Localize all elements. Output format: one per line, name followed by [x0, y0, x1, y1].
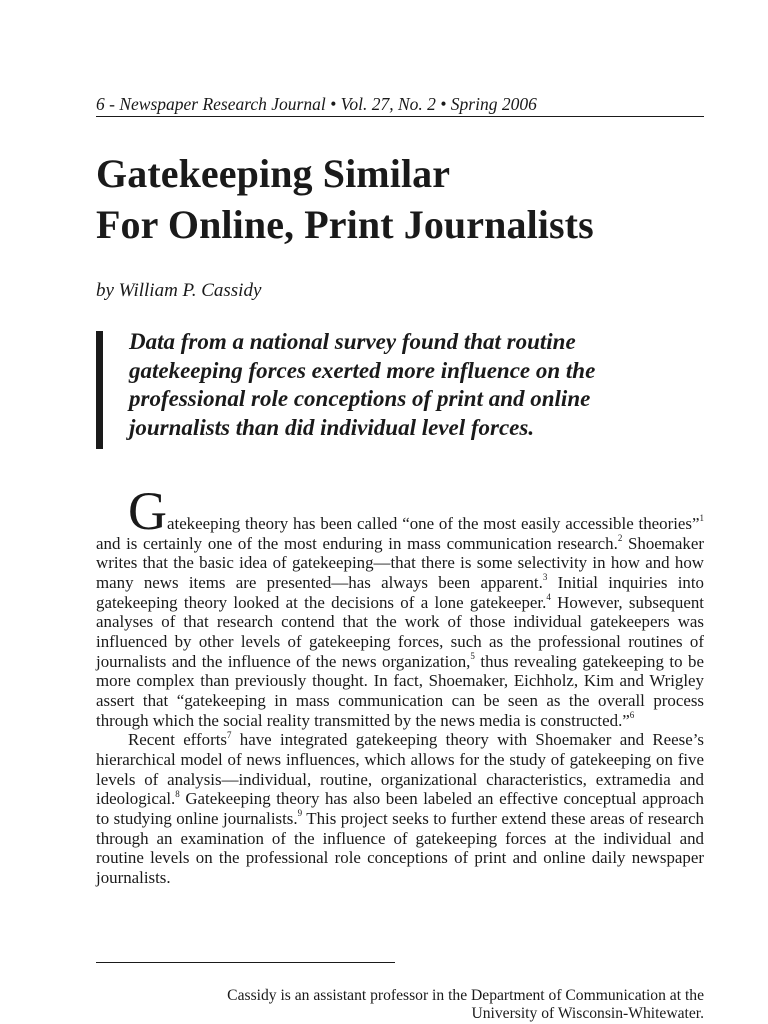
paragraph-text: This project seeks to further extend these areas of research through an examination of the influence of gatekeeping forces at the individual and routine levels on the professional role conceptions of print and online daily newspaper journalists. [96, 808, 705, 887]
footnote-ref-6: 6 [629, 709, 635, 720]
footnote-ref-3: 3 [542, 572, 548, 583]
article-title [96, 148, 704, 250]
author-note [96, 987, 704, 1023]
paragraph-text: have integrated gatekeeping theory with Shoemaker and Reese’s hierarchical model of news influences, which allows for the study of gatekeeping on five levels of analysis—individual, routine, organizational characteristics, extramedia and ideological. [96, 730, 704, 809]
paragraph-text: Initial inquiries into gatekeeping theory looked at the decisions of a lone gatekeeper. [96, 572, 704, 612]
footnote-ref-5: 5 [470, 650, 475, 661]
journal-page [96, 0, 704, 1024]
abstract-bar [96, 331, 103, 449]
body-paragraph-1 [96, 481, 704, 730]
footnote-ref-1: 1 [699, 513, 704, 524]
abstract-line-3: professional role conceptions of print and online [129, 386, 591, 412]
author-byline: by William P. Cassidy [96, 280, 262, 301]
article-title-line-2: For Online, Print Journalists [96, 202, 594, 247]
paragraph-text: thus revealing gatekeeping to be more complex than previously thought. In fact, Shoemaker, Eichholz, Kim and Wrigley assert that “gatekeeping in mass communication can be seen as the overall process through which the social reality transmitted by the news media is constructed.” [96, 651, 704, 730]
footnote-ref-9: 9 [297, 808, 303, 819]
paragraph-text: Recent efforts [128, 730, 227, 750]
abstract-line-1: Data from a national survey found that routine [129, 329, 576, 354]
running-head: 6 - Newspaper Research Journal • Vol. 27, No. 2 • Spring 2006 [96, 93, 704, 117]
abstract [129, 328, 704, 443]
article-title-line-1: Gatekeeping Similar [96, 151, 451, 196]
body-paragraph-2 [96, 730, 704, 887]
footnote-ref-7: 7 [226, 729, 232, 740]
author-note-line-2: University of Wisconsin-Whitewater. [471, 1005, 704, 1022]
footnote-ref-8: 8 [175, 788, 180, 799]
footnote-ref-2: 2 [617, 533, 623, 544]
paragraph-text: However, subsequent analyses of that research contend that the work of those individual gatekeepers was influenced by other levels of gatekeeping forces, such as the professional routines of journalists and the influence of the news organization, [96, 592, 704, 671]
paragraph-text: Shoemaker writes that the basic idea of gatekeeping—that there is some selectivity in how and how many news items are presented—has always been apparent. [96, 533, 704, 592]
paragraph-text: and is certainly one of the most enduring in mass communication research. [96, 533, 618, 553]
footnote-divider [96, 962, 395, 963]
abstract-line-4: journalists than did individual level forces. [129, 415, 535, 441]
author-note-line-1: Cassidy is an assistant professor in the Department of Communication at the [227, 987, 704, 1004]
footnote-ref-4: 4 [546, 592, 551, 602]
abstract-line-2: gatekeeping forces exerted more influence on the [129, 357, 596, 383]
drop-cap: G [128, 481, 167, 541]
paragraph-text: atekeeping theory has been called “one of the most easily accessible theories” [167, 514, 700, 533]
article-body [96, 481, 705, 887]
paragraph-text: Gatekeeping theory has also been labeled an effective conceptual approach to studying online journalists. [96, 789, 704, 828]
